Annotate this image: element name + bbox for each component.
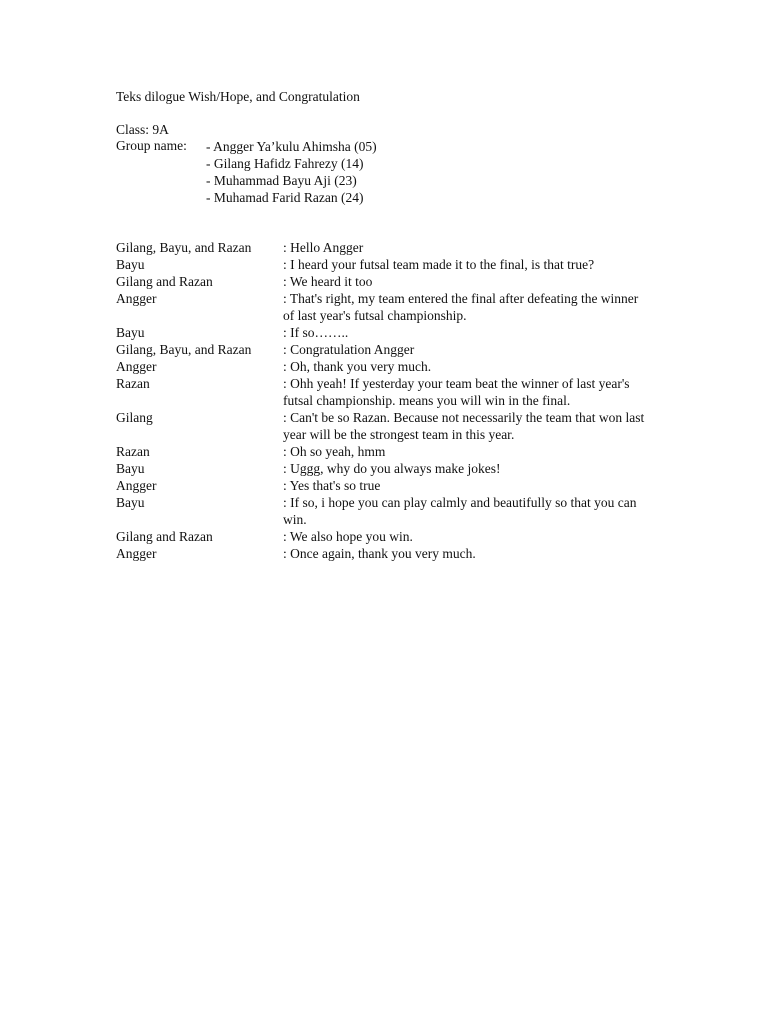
dialogue-row	[116, 545, 656, 562]
dialogue-row	[116, 443, 656, 460]
class-line: Class: 9A	[116, 122, 169, 137]
dialogue-speaker: Angger	[116, 478, 157, 493]
dialogue-speaker: Angger	[116, 291, 157, 306]
dialogue-speaker: Bayu	[116, 325, 145, 340]
dialogue-line: : If so, i hope you can play calmly and beautifully so that you can win.	[283, 495, 640, 527]
dialogue-row	[116, 528, 656, 545]
dialogue-speaker: Razan	[116, 444, 150, 459]
dialogue-row	[116, 375, 656, 409]
document-page	[116, 87, 656, 562]
group-member: - Angger Ya’kulu Ahimsha (05)	[206, 139, 377, 154]
dialogue-line: : Yes that's so true	[283, 478, 381, 493]
dialogue-speaker: Angger	[116, 359, 157, 374]
dialogue-speaker: Gilang and Razan	[116, 529, 213, 544]
dialogue-line: : That's right, my team entered the final after defeating the winner of last year's futsal championship.	[283, 291, 642, 323]
dialogue-line: : Can't be so Razan. Because not necessarily the team that won last year will be the strongest team in this year.	[283, 410, 648, 442]
dialogue-row	[116, 239, 656, 256]
dialogue-table	[116, 239, 656, 562]
group-member: - Gilang Hafidz Fahrezy (14)	[206, 156, 364, 171]
dialogue-row	[116, 341, 656, 358]
dialogue-row	[116, 256, 656, 273]
group-member: - Muhamad Farid Razan (24)	[206, 190, 364, 205]
dialogue-line: : Congratulation Angger	[283, 342, 415, 357]
document-title: Teks dilogue Wish/Hope, and Congratulation	[116, 89, 360, 104]
class-info	[116, 121, 656, 206]
dialogue-speaker: Gilang and Razan	[116, 274, 213, 289]
dialogue-row	[116, 494, 656, 528]
dialogue-speaker: Gilang, Bayu, and Razan	[116, 342, 252, 357]
dialogue-line: : Oh, thank you very much.	[283, 359, 432, 374]
dialogue-row	[116, 273, 656, 290]
group-member: - Muhammad Bayu Aji (23)	[206, 173, 357, 188]
dialogue-line: : Hello Angger	[283, 240, 364, 255]
dialogue-row	[116, 409, 656, 443]
dialogue-line: : Ohh yeah! If yesterday your team beat the winner of last year's futsal championship. means you will win in the final.	[283, 376, 633, 408]
group-name-label: Group name:	[116, 138, 187, 153]
dialogue-row	[116, 324, 656, 341]
group-member-list	[206, 138, 377, 206]
dialogue-line: : If so……..	[283, 325, 349, 340]
dialogue-speaker: Gilang	[116, 410, 153, 425]
dialogue-speaker: Razan	[116, 376, 150, 391]
dialogue-row	[116, 460, 656, 477]
dialogue-speaker: Gilang, Bayu, and Razan	[116, 240, 252, 255]
dialogue-line: : Oh so yeah, hmm	[283, 444, 386, 459]
dialogue-line: : We also hope you win.	[283, 529, 413, 544]
dialogue-speaker: Bayu	[116, 461, 145, 476]
dialogue-line: : Once again, thank you very much.	[283, 546, 476, 561]
dialogue-speaker: Angger	[116, 546, 157, 561]
dialogue-row	[116, 290, 656, 324]
dialogue-row	[116, 477, 656, 494]
group-row	[116, 138, 656, 206]
dialogue-line: : We heard it too	[283, 274, 373, 289]
dialogue-row	[116, 358, 656, 375]
dialogue-speaker: Bayu	[116, 257, 145, 272]
dialogue-line: : Uggg, why do you always make jokes!	[283, 461, 501, 476]
dialogue-speaker: Bayu	[116, 495, 145, 510]
dialogue-line: : I heard your futsal team made it to the final, is that true?	[283, 257, 595, 272]
